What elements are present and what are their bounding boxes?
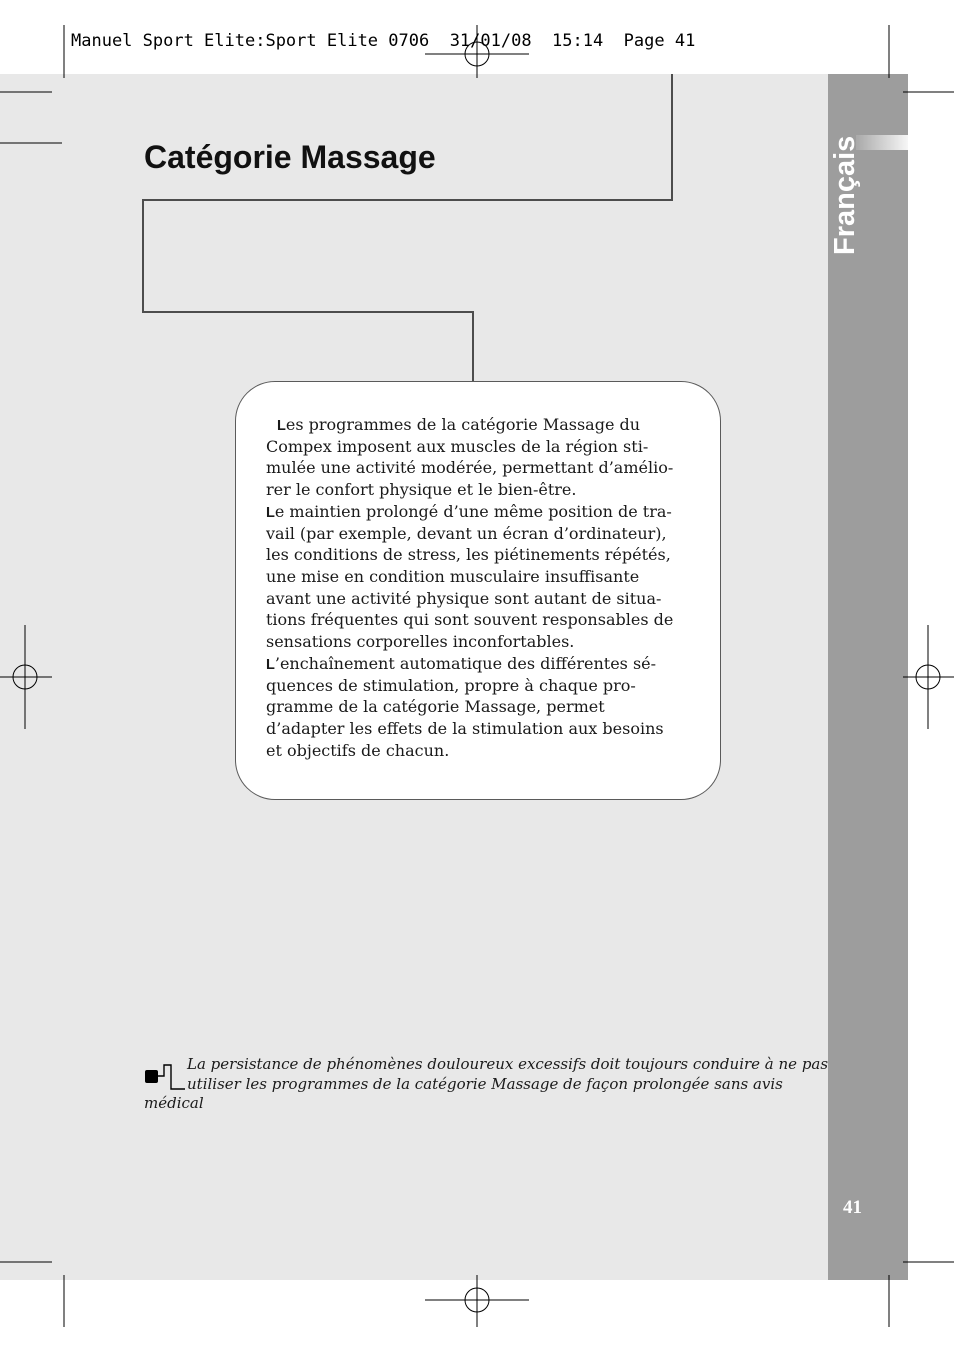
page-number: 41 xyxy=(843,1197,862,1218)
text-line: Compex imposent aux muscles de la région sti- xyxy=(266,436,649,456)
text-line: avant une activité physique sont autant de situa- xyxy=(266,588,662,608)
lead-letter: L xyxy=(277,418,286,434)
registration-mark-right xyxy=(903,625,954,729)
registration-mark-top xyxy=(425,25,529,78)
text-line: L’enchaînement automatique des différentes sé- xyxy=(266,653,657,673)
crop-mark-bottom-right xyxy=(889,1262,954,1327)
crop-mark-top-right xyxy=(889,25,954,92)
note-line: utiliser les programmes de la catégorie Massage de façon prolongée sans avis xyxy=(187,1074,783,1093)
registration-mark-left xyxy=(0,625,52,729)
text-line: vail (par exemple, devant un écran d’ordinateur), xyxy=(266,523,667,543)
registration-mark-bottom xyxy=(425,1275,529,1327)
text-line: mulée une activité modérée, permettant d’amélio- xyxy=(266,458,674,478)
crop-mark-top-left xyxy=(0,25,64,92)
lead-letter: L xyxy=(266,504,275,521)
note-line: médical xyxy=(144,1094,204,1112)
text-line: Les programmes de la catégorie Massage du xyxy=(277,415,641,434)
text-line: sensations corporelles inconfortables. xyxy=(266,632,575,652)
text-line: gramme de la catégorie Massage, permet xyxy=(266,697,605,717)
text-line: une mise en condition musculaire insuffisante xyxy=(266,567,640,587)
page-title: Catégorie Massage xyxy=(144,139,436,175)
text-line: Le maintien prolongé d’une même position de tra- xyxy=(266,501,672,521)
text-line: quences de stimulation, propre à chaque pro- xyxy=(266,675,636,695)
print-slug: Manuel Sport Elite:Sport Elite 0706 31/01/08 15:14 Page 41 xyxy=(71,31,696,51)
lead-letter: L xyxy=(266,656,275,673)
text-line: et objectifs de chacun. xyxy=(266,740,450,760)
crop-mark-bottom-left xyxy=(0,1262,64,1327)
note-line: La persistance de phénomènes douloureux excessifs doit toujours conduire à ne pas xyxy=(187,1055,829,1073)
text-line: tions fréquentes qui sont souvent responsables de xyxy=(266,610,674,630)
text-line: d’adapter les effets de la stimulation aux besoins xyxy=(266,719,664,739)
language-label: Français xyxy=(829,135,861,255)
text-line: les conditions de stress, les piétinements répétés, xyxy=(266,545,671,565)
text-line: rer le confort physique et le bien-être. xyxy=(266,480,577,500)
